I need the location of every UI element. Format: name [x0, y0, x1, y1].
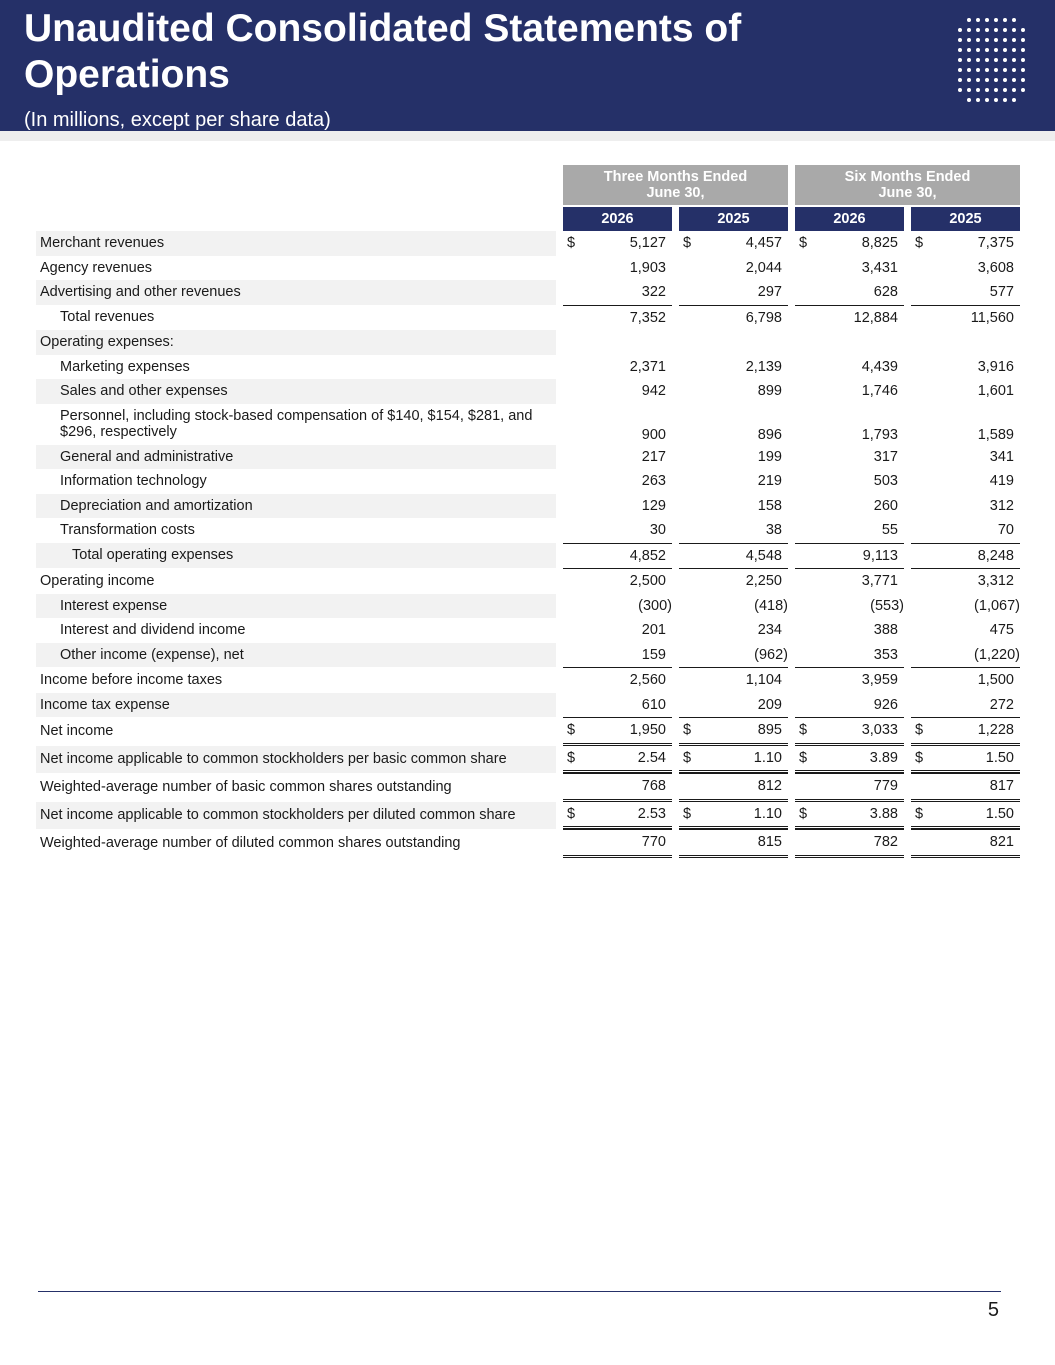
- value-number: 3,033: [861, 722, 898, 739]
- value-cell: [679, 746, 788, 774]
- dollar-sign: $: [683, 749, 692, 766]
- period-header-label: Three Months Ended June 30,: [603, 169, 748, 201]
- dot-grid-icon: [958, 18, 1030, 110]
- value-number: 2,139: [745, 358, 782, 375]
- value-number: 900: [641, 426, 666, 443]
- value-cell: [795, 773, 904, 802]
- value-number: 4,852: [629, 547, 666, 564]
- value-number: 4,439: [861, 358, 898, 375]
- value-cell: [563, 256, 672, 281]
- value-number: 11,560: [970, 309, 1014, 326]
- value-cell: [563, 355, 672, 380]
- value-number: 260: [873, 497, 898, 514]
- table-row: [36, 355, 1020, 380]
- value-cell: [795, 305, 904, 331]
- value-number: 3,916: [977, 358, 1014, 375]
- value-number: 1.50: [985, 805, 1014, 822]
- value-number: 1,589: [977, 426, 1014, 443]
- value-cell: [679, 618, 788, 643]
- value-cell: [795, 355, 904, 380]
- row-label: Agency revenues: [40, 259, 153, 276]
- value-number: 610: [641, 696, 666, 713]
- row-label: Transformation costs: [60, 522, 195, 539]
- value-number: 2,500: [629, 573, 666, 590]
- value-number: 896: [757, 426, 782, 443]
- dollar-sign: $: [799, 749, 808, 766]
- row-label: Other income (expense), net: [36, 643, 556, 668]
- value-number: 70: [997, 522, 1014, 539]
- dollar-sign: $: [799, 805, 808, 822]
- value-number: 234: [757, 622, 782, 639]
- row-label: Net income: [40, 723, 114, 740]
- value-cell: [911, 330, 1020, 355]
- value-cell: [795, 618, 904, 643]
- dollar-sign: $: [799, 722, 808, 739]
- value-cell: [679, 594, 788, 619]
- value-cell: [795, 256, 904, 281]
- value-number: (553): [870, 597, 904, 614]
- value-cell: [563, 773, 672, 802]
- table-row: [36, 802, 1020, 830]
- year-header: 2026: [795, 207, 904, 231]
- value-number: (300): [638, 597, 672, 614]
- value-number: (1,067): [974, 597, 1020, 614]
- row-label: Sales and other expenses: [36, 379, 556, 404]
- value-number: 895: [757, 722, 782, 739]
- value-cell: [679, 355, 788, 380]
- value-cell: [911, 773, 1020, 802]
- dollar-sign: $: [683, 805, 692, 822]
- value-cell: [795, 543, 904, 569]
- value-cell: [679, 231, 788, 256]
- statement-body: [36, 231, 1020, 858]
- value-cell: [911, 594, 1020, 619]
- row-label: Weighted-average number of diluted common shares outstanding: [40, 835, 461, 852]
- value-cell: [795, 746, 904, 774]
- value-cell: [911, 802, 1020, 830]
- dollar-sign: $: [799, 235, 808, 252]
- row-label: Net income applicable to common stockholders per basic common share: [36, 746, 556, 774]
- period-header-label: Six Months Ended June 30,: [844, 169, 971, 201]
- value-number: 817: [989, 778, 1014, 795]
- value-cell: [911, 829, 1020, 858]
- value-number: 1,500: [977, 672, 1014, 689]
- value-cell: [563, 568, 672, 594]
- value-cell: [563, 643, 672, 668]
- value-number: 899: [757, 383, 782, 400]
- row-label: Merchant revenues: [36, 231, 556, 256]
- value-number: 3.88: [869, 805, 898, 822]
- value-cell: [795, 802, 904, 830]
- table-row: [36, 543, 1020, 569]
- row-label: Interest and dividend income: [60, 622, 246, 639]
- statement-table: [36, 165, 1020, 858]
- value-number: 30: [649, 522, 666, 539]
- value-number: 209: [757, 696, 782, 713]
- table-row: [36, 379, 1020, 404]
- value-number: 129: [641, 497, 666, 514]
- value-number: 217: [641, 448, 666, 465]
- row-label: Depreciation and amortization: [36, 494, 556, 519]
- table-row: [36, 231, 1020, 256]
- period-header-three-months: [563, 165, 788, 205]
- value-cell: [911, 746, 1020, 774]
- value-number: 219: [757, 473, 782, 490]
- value-number: (1,220): [974, 646, 1020, 663]
- value-cell: [563, 618, 672, 643]
- table-row: [36, 469, 1020, 494]
- value-cell: [911, 379, 1020, 404]
- row-label: Income tax expense: [36, 693, 556, 718]
- value-number: 503: [873, 473, 898, 490]
- dollar-sign: $: [915, 235, 924, 252]
- value-number: 6,798: [745, 309, 782, 326]
- value-cell: [911, 693, 1020, 718]
- value-cell: [563, 280, 672, 305]
- value-number: 577: [989, 284, 1014, 301]
- value-cell: [563, 802, 672, 830]
- value-cell: [563, 543, 672, 569]
- value-cell: [795, 518, 904, 543]
- value-number: 3,959: [861, 672, 898, 689]
- value-cell: [679, 469, 788, 494]
- value-cell: [795, 667, 904, 693]
- value-cell: [679, 568, 788, 594]
- table-row: [36, 643, 1020, 668]
- value-cell: [911, 231, 1020, 256]
- value-number: 2,560: [629, 672, 666, 689]
- row-label: General and administrative: [36, 445, 556, 470]
- value-number: 8,825: [861, 235, 898, 252]
- value-number: 55: [881, 522, 898, 539]
- value-cell: [679, 330, 788, 355]
- value-cell: [679, 693, 788, 718]
- value-cell: [911, 643, 1020, 668]
- value-cell: [679, 445, 788, 470]
- value-cell: [563, 667, 672, 693]
- table-row: [36, 330, 1020, 355]
- table-row: [36, 829, 1020, 858]
- value-cell: [563, 379, 672, 404]
- value-cell: [795, 379, 904, 404]
- value-cell: [563, 594, 672, 619]
- row-label: Interest expense: [36, 594, 556, 619]
- value-number: 158: [757, 497, 782, 514]
- value-cell: [911, 305, 1020, 331]
- page-number: 5: [987, 1299, 999, 1321]
- value-cell: [563, 746, 672, 774]
- dollar-sign: $: [915, 805, 924, 822]
- value-cell: [911, 469, 1020, 494]
- row-label: Weighted-average number of basic common shares outstanding: [40, 779, 452, 796]
- value-cell: [911, 568, 1020, 594]
- header-divider: [0, 131, 1055, 141]
- value-cell: [911, 355, 1020, 380]
- value-number: 628: [873, 284, 898, 301]
- value-cell: [563, 445, 672, 470]
- table-row: [36, 280, 1020, 305]
- value-number: 782: [873, 834, 898, 851]
- value-number: 4,548: [745, 547, 782, 564]
- value-number: 3,608: [977, 259, 1014, 276]
- page-title: Unaudited Consolidated Statements of Operations: [24, 7, 742, 96]
- value-cell: [795, 330, 904, 355]
- table-row: [36, 568, 1020, 594]
- value-cell: [795, 568, 904, 594]
- row-label: Personnel, including stock-based compensation of $140, $154, $281, and $296, respectively: [60, 408, 533, 440]
- value-number: 3,431: [861, 259, 898, 276]
- table-row: [36, 445, 1020, 470]
- table-row: [36, 693, 1020, 718]
- value-cell: [563, 330, 672, 355]
- value-number: 38: [765, 522, 782, 539]
- value-cell: [563, 693, 672, 718]
- period-header-row: [36, 165, 1020, 205]
- value-cell: [795, 494, 904, 519]
- dollar-sign: $: [915, 722, 924, 739]
- value-number: 768: [641, 778, 666, 795]
- table-row: [36, 594, 1020, 619]
- value-number: (418): [754, 597, 788, 614]
- value-number: 1.10: [753, 749, 782, 766]
- value-number: 1,950: [629, 722, 666, 739]
- year-header: 2025: [911, 207, 1020, 231]
- value-cell: [795, 717, 904, 746]
- value-cell: [795, 643, 904, 668]
- row-label: Net income applicable to common stockholders per diluted common share: [36, 802, 556, 830]
- value-cell: [679, 305, 788, 331]
- table-row: [36, 717, 1020, 746]
- value-cell: [795, 404, 904, 445]
- value-number: (962): [754, 646, 788, 663]
- row-label: Advertising and other revenues: [36, 280, 556, 305]
- value-cell: [911, 717, 1020, 746]
- value-number: 12,884: [853, 309, 898, 326]
- value-cell: [563, 305, 672, 331]
- footer-divider: [38, 1291, 1001, 1292]
- value-number: 475: [989, 622, 1014, 639]
- value-number: 263: [641, 473, 666, 490]
- row-label: Operating expenses:: [36, 330, 556, 355]
- value-number: 3,312: [977, 573, 1014, 590]
- value-cell: [911, 404, 1020, 445]
- table-row: [36, 773, 1020, 802]
- table-row: [36, 494, 1020, 519]
- value-number: 1,601: [977, 383, 1014, 400]
- value-number: 2,250: [745, 573, 782, 590]
- value-number: 812: [757, 778, 782, 795]
- row-label: Information technology: [60, 473, 207, 490]
- value-cell: [679, 379, 788, 404]
- row-label: Income before income taxes: [40, 671, 223, 688]
- year-header: 2026: [563, 207, 672, 231]
- value-number: 9,113: [862, 547, 898, 564]
- value-cell: [679, 802, 788, 830]
- row-label: Total operating expenses: [36, 543, 556, 569]
- table-row: [36, 518, 1020, 543]
- value-number: 1,104: [745, 672, 782, 689]
- value-cell: [679, 643, 788, 668]
- value-number: 8,248: [977, 547, 1014, 564]
- value-cell: [679, 667, 788, 693]
- value-number: 201: [641, 622, 666, 639]
- value-cell: [911, 280, 1020, 305]
- value-number: 159: [641, 646, 666, 663]
- value-number: 1,903: [629, 259, 666, 276]
- row-label: Total revenues: [60, 309, 155, 326]
- page-subtitle: (In millions, except per share data): [24, 109, 331, 131]
- table-row: [36, 256, 1020, 281]
- value-number: 419: [989, 473, 1014, 490]
- value-number: 297: [757, 284, 782, 301]
- value-number: 322: [641, 284, 666, 301]
- value-cell: [911, 518, 1020, 543]
- value-number: 2.53: [637, 805, 666, 822]
- value-number: 926: [873, 696, 898, 713]
- value-cell: [679, 404, 788, 445]
- value-number: 4,457: [745, 235, 782, 252]
- value-cell: [911, 543, 1020, 569]
- table-row: [36, 667, 1020, 693]
- dollar-sign: $: [915, 749, 924, 766]
- period-header-six-months: [795, 165, 1020, 205]
- dollar-sign: $: [567, 722, 576, 739]
- page-header: [0, 0, 1055, 131]
- value-number: 942: [641, 383, 666, 400]
- dollar-sign: $: [683, 235, 692, 252]
- year-header-row: [36, 207, 1020, 231]
- value-cell: [679, 543, 788, 569]
- value-cell: [563, 518, 672, 543]
- value-cell: [679, 773, 788, 802]
- value-number: 199: [757, 448, 782, 465]
- value-number: 317: [873, 448, 898, 465]
- value-number: 2,044: [745, 259, 782, 276]
- value-number: 272: [989, 696, 1014, 713]
- value-number: 5,127: [629, 235, 666, 252]
- row-label: Operating income: [40, 572, 155, 589]
- value-cell: [795, 693, 904, 718]
- value-number: 312: [989, 497, 1014, 514]
- dollar-sign: $: [567, 749, 576, 766]
- value-cell: [563, 717, 672, 746]
- table-row: [36, 305, 1020, 331]
- value-cell: [679, 717, 788, 746]
- value-cell: [795, 829, 904, 858]
- value-number: 1,793: [861, 426, 898, 443]
- value-number: 3,771: [861, 573, 898, 590]
- dollar-sign: $: [567, 235, 576, 252]
- value-number: 779: [873, 778, 898, 795]
- value-number: 353: [873, 646, 898, 663]
- value-cell: [911, 256, 1020, 281]
- value-cell: [795, 231, 904, 256]
- value-number: 1.10: [753, 805, 782, 822]
- value-number: 7,352: [629, 309, 666, 326]
- value-number: 770: [641, 834, 666, 851]
- value-cell: [911, 445, 1020, 470]
- value-cell: [679, 829, 788, 858]
- value-number: 388: [873, 622, 898, 639]
- value-cell: [679, 494, 788, 519]
- value-number: 341: [989, 448, 1014, 465]
- value-cell: [911, 618, 1020, 643]
- dollar-sign: $: [683, 722, 692, 739]
- value-cell: [679, 256, 788, 281]
- value-number: 2,371: [629, 358, 666, 375]
- value-number: 1.50: [985, 749, 1014, 766]
- year-header: 2025: [679, 207, 788, 231]
- value-number: 3.89: [869, 749, 898, 766]
- value-number: 2.54: [637, 749, 666, 766]
- value-cell: [795, 280, 904, 305]
- table-row: [36, 404, 1020, 445]
- value-number: 815: [757, 834, 782, 851]
- table-row: [36, 746, 1020, 774]
- value-cell: [563, 829, 672, 858]
- value-cell: [795, 445, 904, 470]
- value-cell: [563, 231, 672, 256]
- dollar-sign: $: [567, 805, 576, 822]
- table-row: [36, 618, 1020, 643]
- value-number: 821: [989, 834, 1014, 851]
- value-number: 1,228: [977, 722, 1014, 739]
- value-cell: [679, 280, 788, 305]
- value-number: 1,746: [861, 383, 898, 400]
- value-cell: [795, 594, 904, 619]
- value-cell: [911, 667, 1020, 693]
- value-number: 7,375: [977, 235, 1014, 252]
- value-cell: [679, 518, 788, 543]
- value-cell: [563, 494, 672, 519]
- value-cell: [563, 404, 672, 445]
- value-cell: [563, 469, 672, 494]
- value-cell: [795, 469, 904, 494]
- row-label: Marketing expenses: [60, 358, 190, 375]
- value-cell: [911, 494, 1020, 519]
